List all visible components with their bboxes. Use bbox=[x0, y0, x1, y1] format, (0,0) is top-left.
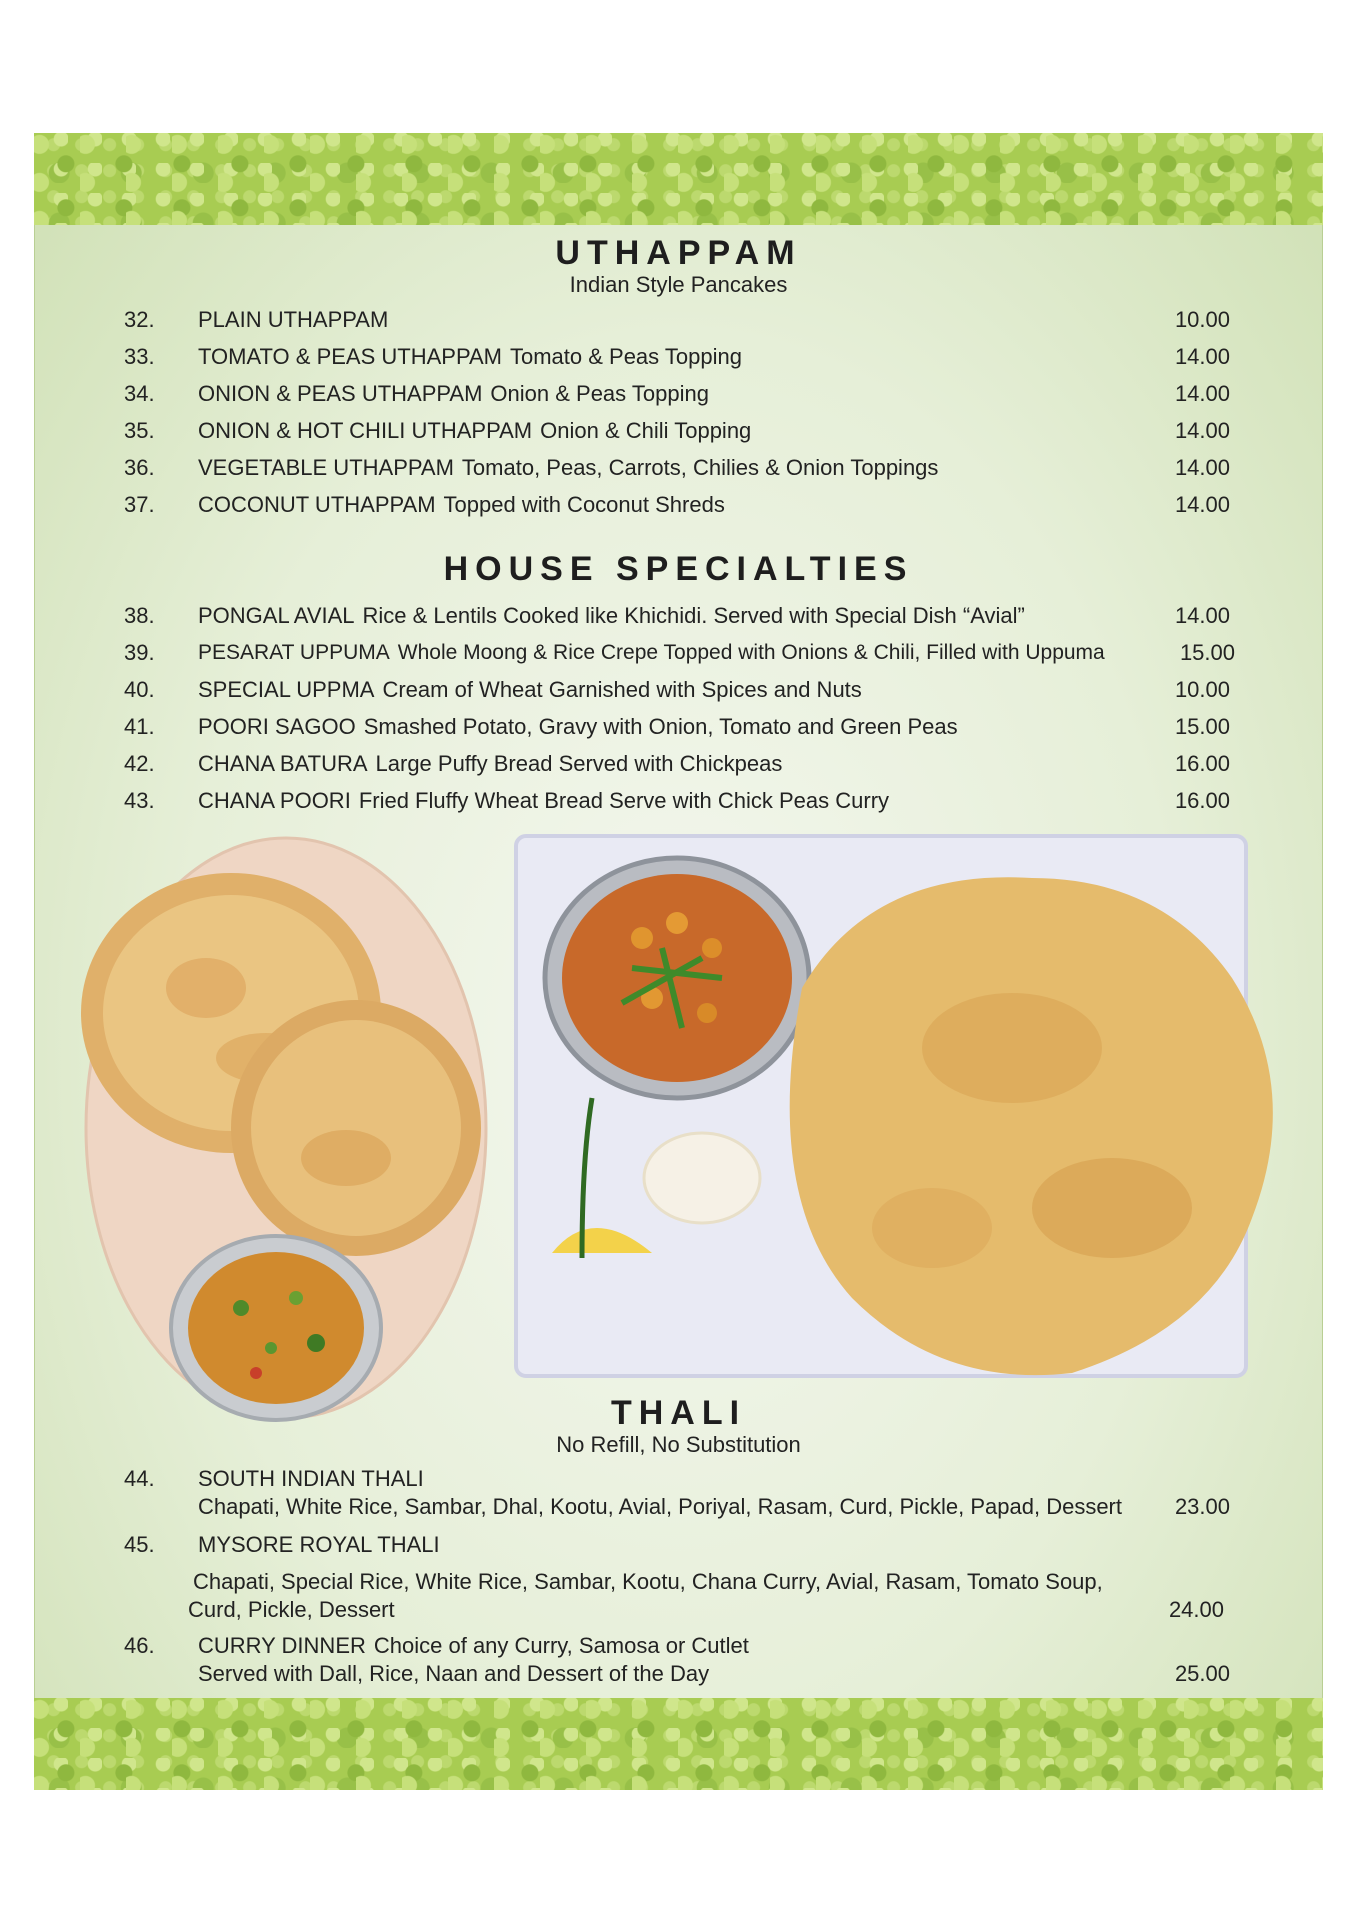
item-price: 14.00 bbox=[1174, 418, 1230, 443]
item-number: 41. bbox=[124, 714, 155, 739]
item-number: 45. bbox=[124, 1532, 155, 1557]
item-number: 33. bbox=[124, 344, 155, 369]
item-price: 15.00 bbox=[1179, 640, 1235, 665]
item-number: 32. bbox=[124, 307, 155, 332]
uthappam-title: UTHAPPAM bbox=[555, 234, 802, 272]
item-number: 38. bbox=[124, 603, 155, 628]
item-name: PLAIN UTHAPPAM bbox=[198, 307, 389, 332]
item-price: 14.00 bbox=[1174, 455, 1230, 480]
item-name: PESARAT UPPUMA bbox=[198, 641, 390, 664]
menu-item bbox=[0, 416, 1357, 446]
menu-item bbox=[0, 453, 1357, 483]
item-price: 10.00 bbox=[1174, 307, 1230, 332]
item-price: 16.00 bbox=[1174, 751, 1230, 776]
thali-subtitle: No Refill, No Substitution bbox=[556, 1432, 801, 1457]
item-number: 36. bbox=[124, 455, 155, 480]
item-description: Tomato & Peas Topping bbox=[509, 344, 742, 369]
item-description: Onion & Peas Topping bbox=[490, 381, 709, 406]
item-number: 35. bbox=[124, 418, 155, 443]
item-number: 40. bbox=[124, 677, 155, 702]
item-price: 16.00 bbox=[1174, 788, 1230, 813]
item-description: Large Puffy Bread Served with Chickpeas bbox=[375, 751, 783, 776]
item-price: 24.00 bbox=[1168, 1597, 1224, 1622]
menu-item bbox=[0, 638, 1357, 668]
menu-item bbox=[0, 379, 1357, 409]
item-name: CHANA POORI bbox=[198, 788, 351, 813]
menu-item bbox=[0, 749, 1357, 779]
item-price: 23.00 bbox=[1174, 1494, 1230, 1519]
item-name: SOUTH INDIAN THALI bbox=[198, 1466, 424, 1491]
house-specialties-title: HOUSE SPECIALTIES bbox=[443, 550, 914, 588]
item-name: PONGAL AVIAL bbox=[198, 603, 355, 628]
item-description: Whole Moong & Rice Crepe Topped with Onions & Chili, Filled with Uppuma bbox=[397, 641, 1105, 664]
item-number: 42. bbox=[124, 751, 155, 776]
item-number: 39. bbox=[124, 640, 155, 665]
item-description: Chapati, White Rice, Sambar, Dhal, Kootu, Avial, Poriyal, Rasam, Curd, Pickle, Papad, Dessert bbox=[198, 1494, 1122, 1519]
item-description-cont: Served with Dall, Rice, Naan and Dessert of the Day bbox=[198, 1661, 710, 1686]
item-number: 43. bbox=[124, 788, 155, 813]
menu-item bbox=[0, 490, 1357, 520]
chana-poori-photo bbox=[512, 828, 1292, 1408]
bottom-decorative-band bbox=[34, 1698, 1323, 1790]
item-price: 15.00 bbox=[1174, 714, 1230, 739]
menu-item bbox=[0, 786, 1357, 816]
item-number: 34. bbox=[124, 381, 155, 406]
item-name: ONION & PEAS UTHAPPAM bbox=[198, 381, 483, 406]
item-name: ONION & HOT CHILI UTHAPPAM bbox=[198, 418, 533, 443]
poori-sagoo-photo bbox=[56, 828, 516, 1428]
item-description: Choice of any Curry, Samosa or Cutlet bbox=[373, 1633, 749, 1658]
item-heading bbox=[198, 1631, 749, 1661]
item-name: VEGETABLE UTHAPPAM bbox=[198, 455, 454, 480]
item-description: Rice & Lentils Cooked like Khichidi. Served with Special Dish “Avial” bbox=[362, 603, 1025, 628]
item-name: COCONUT UTHAPPAM bbox=[198, 492, 436, 517]
top-decorative-band bbox=[34, 133, 1323, 225]
item-description: Topped with Coconut Shreds bbox=[443, 492, 725, 517]
item-description: Cream of Wheat Garnished with Spices and Nuts bbox=[382, 677, 862, 702]
item-description: Smashed Potato, Gravy with Onion, Tomato and Green Peas bbox=[363, 714, 958, 739]
menu-item bbox=[0, 712, 1357, 742]
item-description: Onion & Chili Topping bbox=[540, 418, 752, 443]
menu-item bbox=[0, 601, 1357, 631]
uthappam-subtitle: Indian Style Pancakes bbox=[569, 272, 788, 297]
menu-item bbox=[0, 675, 1357, 705]
item-price: 14.00 bbox=[1174, 381, 1230, 406]
item-name: TOMATO & PEAS UTHAPPAM bbox=[198, 344, 502, 369]
item-name: MYSORE ROYAL THALI bbox=[198, 1532, 440, 1557]
item-price: 14.00 bbox=[1174, 492, 1230, 517]
item-number: 46. bbox=[124, 1633, 155, 1658]
item-price: 14.00 bbox=[1174, 344, 1230, 369]
menu-item bbox=[0, 342, 1357, 372]
item-description: Tomato, Peas, Carrots, Chilies & Onion Toppings bbox=[461, 455, 939, 480]
item-price: 14.00 bbox=[1174, 603, 1230, 628]
item-name: SPECIAL UPPMA bbox=[198, 677, 375, 702]
menu-item bbox=[0, 305, 1357, 335]
item-price: 10.00 bbox=[1174, 677, 1230, 702]
item-description-cont: Curd, Pickle, Dessert bbox=[188, 1597, 395, 1622]
item-number: 37. bbox=[124, 492, 155, 517]
item-name: POORI SAGOO bbox=[198, 714, 356, 739]
thali-title: THALI bbox=[610, 1394, 747, 1432]
item-description: Chapati, Special Rice, White Rice, Sambar, Kootu, Chana Curry, Avial, Rasam, Tomato Soup, bbox=[193, 1569, 1103, 1594]
item-price: 25.00 bbox=[1174, 1661, 1230, 1686]
item-description: Fried Fluffy Wheat Bread Serve with Chick Peas Curry bbox=[358, 788, 890, 813]
item-name: CHANA BATURA bbox=[198, 751, 368, 776]
item-name: CURRY DINNER bbox=[198, 1633, 366, 1658]
item-number: 44. bbox=[124, 1466, 155, 1491]
